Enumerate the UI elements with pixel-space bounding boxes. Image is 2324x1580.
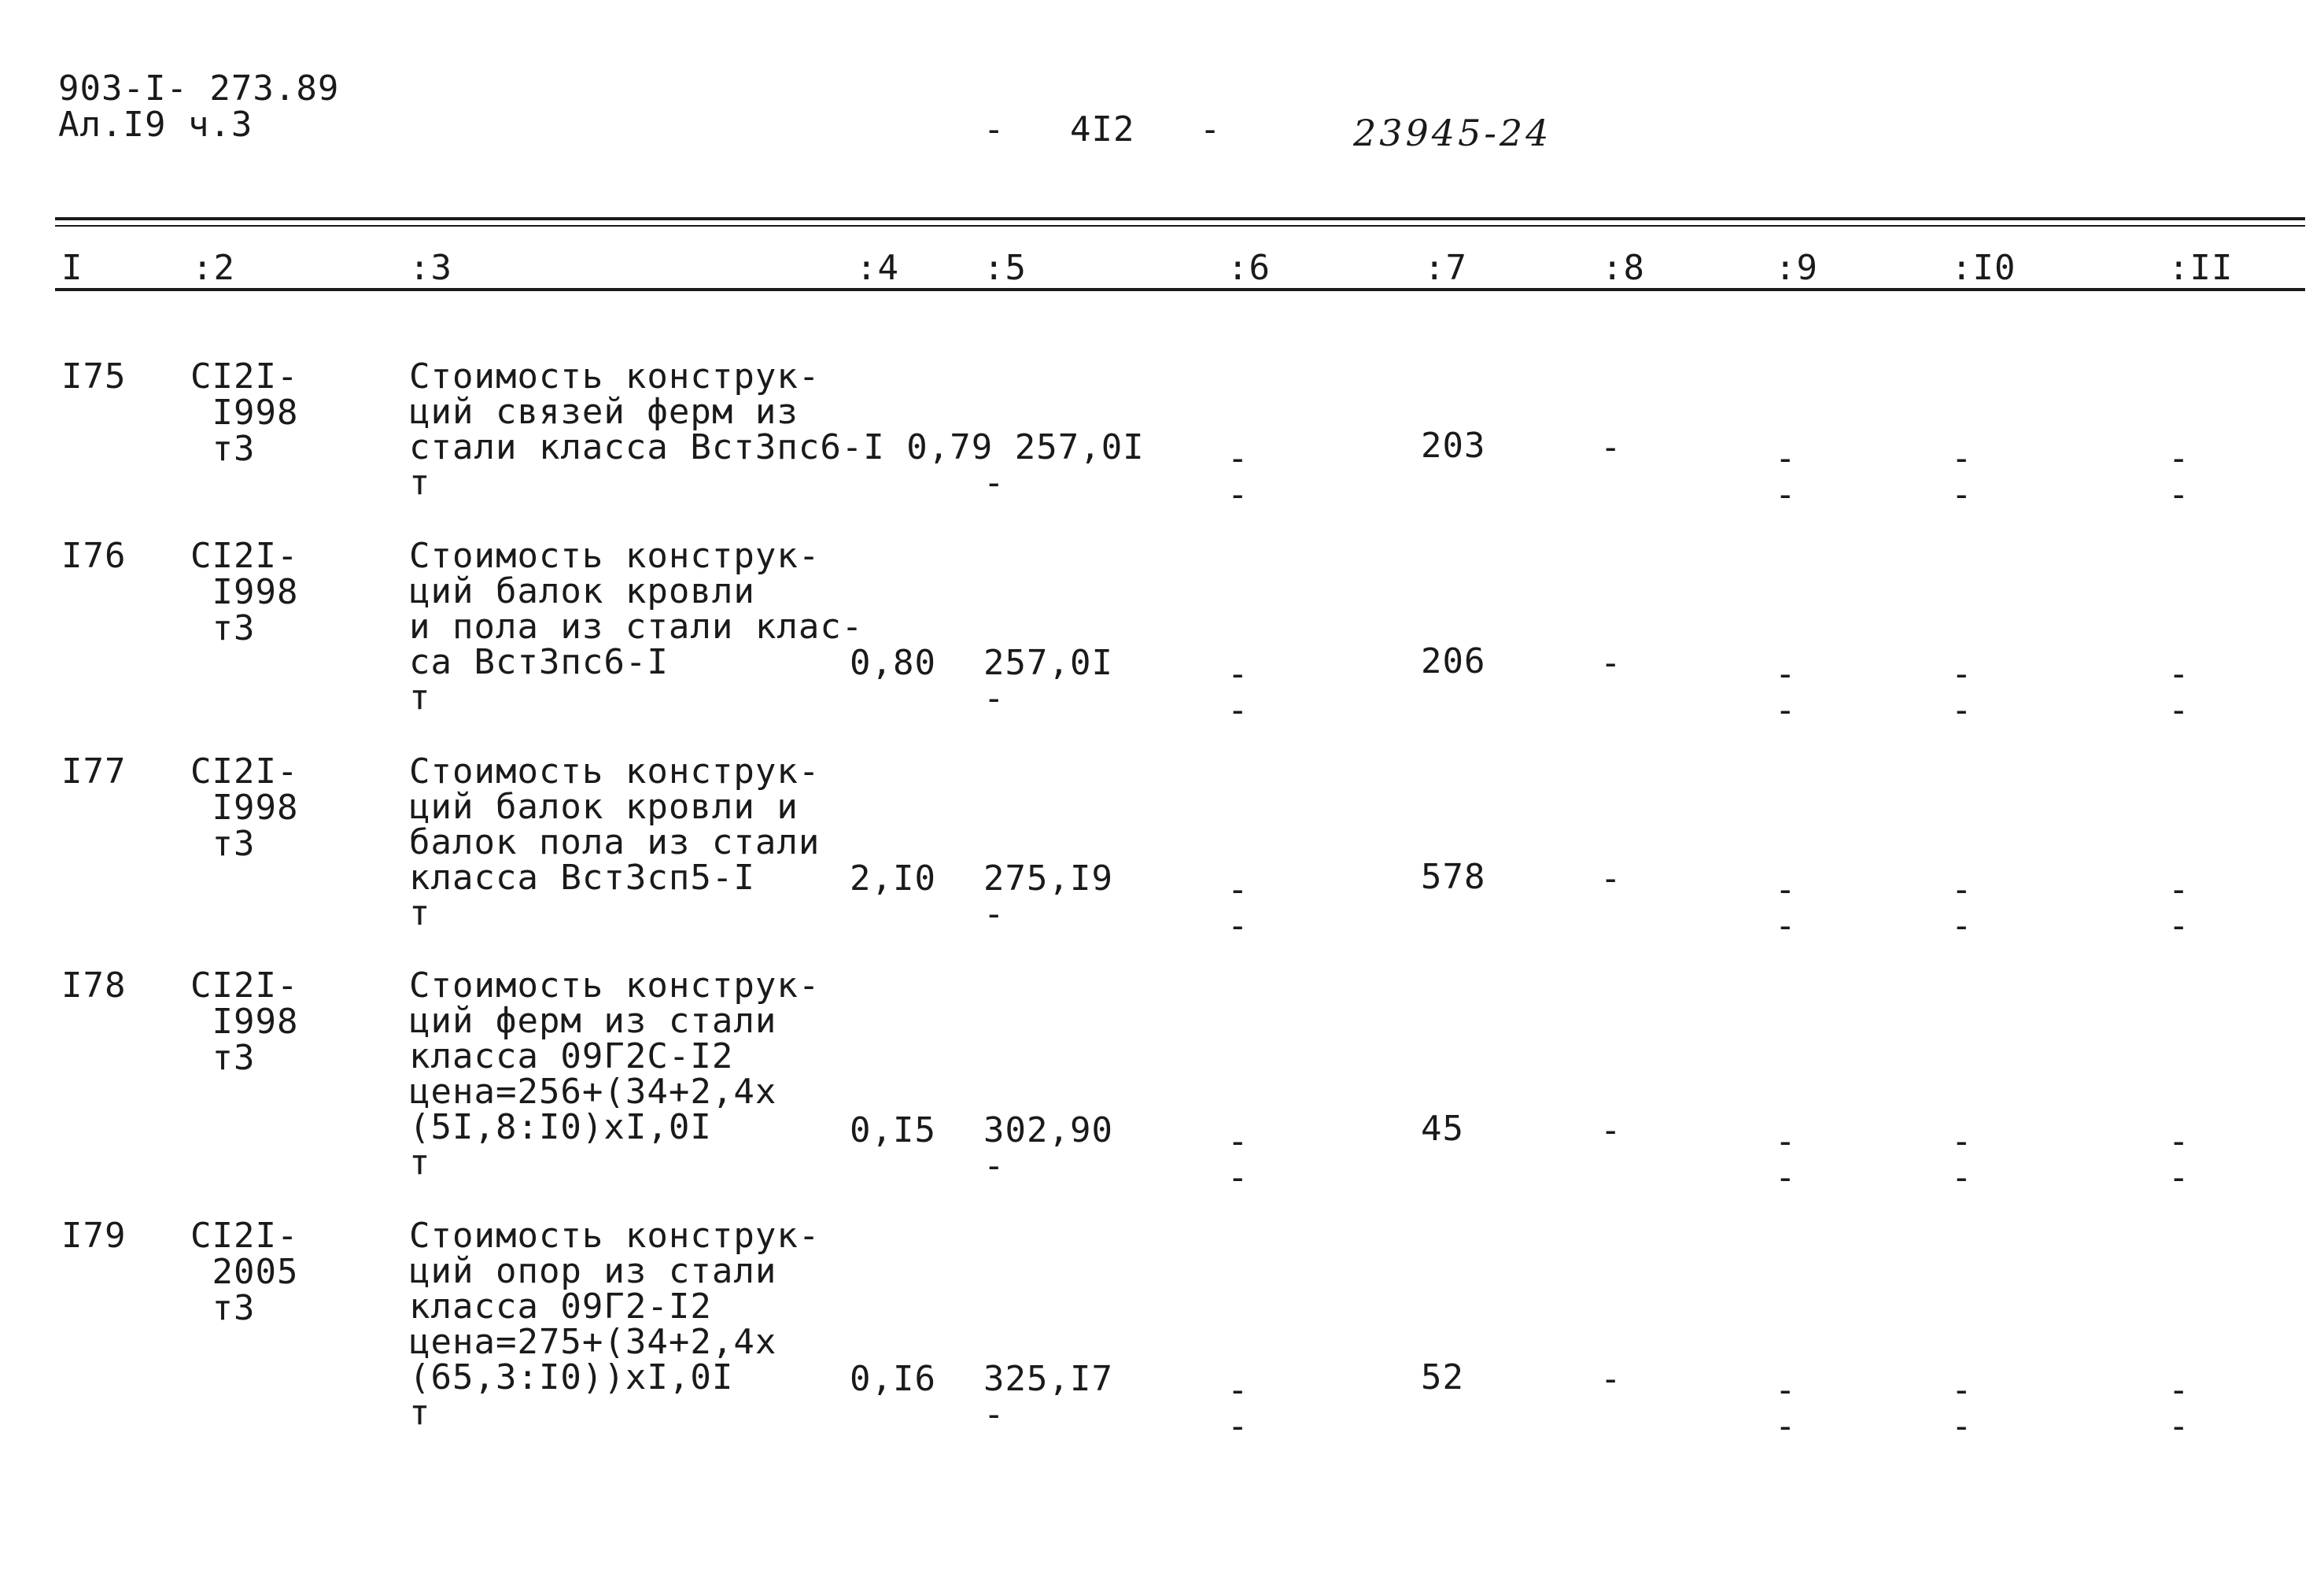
quantity: 0,80 [850,643,936,683]
top-double-rule-lower [55,225,2305,227]
col11-value: - - [2168,438,2190,515]
col8-value: - [1600,858,1622,899]
quantity: 0,I5 [850,1110,936,1150]
col9-value: - - [1775,869,1797,946]
col6-value: - - [1227,1121,1249,1198]
norm-code: CI2I- 2005 т3 [190,1216,299,1328]
norm-code: CI2I- I998 т3 [190,356,299,469]
price-dash: - [983,1146,1005,1186]
col11-value: - - [2168,869,2190,946]
col10-value: - - [1951,1121,1973,1198]
column-header: :3 [409,248,452,288]
col11-value: - - [2168,654,2190,730]
row-number: I75 [61,356,127,397]
unit-price: 302,90 [983,1110,1113,1150]
total-cost: 45 [1421,1109,1464,1149]
quantity: 2,I0 [850,858,936,899]
price-dash: - [983,1394,1005,1434]
col9-value: - - [1775,1370,1797,1446]
col8-value: - [1600,643,1622,683]
col11-value: - - [2168,1121,2190,1198]
column-header: :4 [856,248,899,288]
col10-value: - - [1951,869,1973,946]
total-cost: 206 [1421,641,1486,681]
col9-value: - - [1775,1121,1797,1198]
price-dash: - [983,678,1005,718]
total-cost: 578 [1421,857,1486,897]
col10-value: - - [1951,654,1973,730]
column-header: :II [2168,248,2234,288]
total-cost: 52 [1421,1357,1464,1397]
col6-value: - - [1227,869,1249,946]
row-description: Стоимость конструк- ций ферм из стали класса 09Г2С-I2 цена=256+(34+2,4x (5I,8:I0)xI,0I т [409,965,821,1183]
column-header: :7 [1424,248,1467,288]
price-dash: - [983,894,1005,934]
page-number: - 4I2 - [983,109,1222,150]
col10-value: - - [1951,1370,1973,1446]
top-double-rule-upper [55,217,2305,220]
total-cost: 203 [1421,426,1486,466]
col9-value: - - [1775,438,1797,515]
row-number: I78 [61,965,127,1006]
row-description: Стоимость конструк- ций балок кровли и балок пола из стали класса ВстЗсп5-I т [409,751,821,933]
col10-value: - - [1951,438,1973,515]
row-description: Стоимость конструк- ций балок кровли и пола из стали клас- са ВстЗпс6-I т [409,536,864,718]
column-header: :8 [1602,248,1645,288]
col6-value: - - [1227,438,1249,515]
column-header: :2 [192,248,235,288]
norm-code: CI2I- I998 т3 [190,751,299,864]
col11-value: - - [2168,1370,2190,1446]
column-header: :9 [1775,248,1818,288]
column-header: :6 [1227,248,1271,288]
price-dash: - [983,463,1005,503]
album-reference: Ал.I9 ч.3 [58,105,253,145]
row-number: I79 [61,1216,127,1256]
column-header: I [61,248,83,288]
norm-code: CI2I- I998 т3 [190,536,299,648]
col8-value: - [1600,1359,1622,1399]
col6-value: - - [1227,654,1249,730]
quantity: 0,I6 [850,1359,936,1399]
unit-price: 325,I7 [983,1359,1113,1399]
document-code: 903-I- 273.89 [58,68,340,109]
column-header: :I0 [1951,248,2016,288]
norm-code: CI2I- I998 т3 [190,965,299,1078]
col8-value: - [1600,427,1622,467]
col6-value: - - [1227,1370,1249,1446]
unit-price: 257,0I [983,643,1113,683]
row-description: Стоимость конструк- ций связей ферм из стали класса ВстЗпс6-I 0,79 257,0I т [409,356,1145,503]
row-description: Стоимость конструк- ций опор из стали класса 09Г2-I2 цена=275+(34+2,4x (65,3:I0))xI,0I т [409,1216,821,1433]
row-number: I77 [61,751,127,792]
col8-value: - [1600,1110,1622,1150]
col9-value: - - [1775,654,1797,730]
column-header: :5 [983,248,1027,288]
handwritten-stamp: 23945-24 [1353,112,1552,154]
column-header-rule [55,288,2305,291]
row-number: I76 [61,536,127,576]
unit-price: 275,I9 [983,858,1113,899]
